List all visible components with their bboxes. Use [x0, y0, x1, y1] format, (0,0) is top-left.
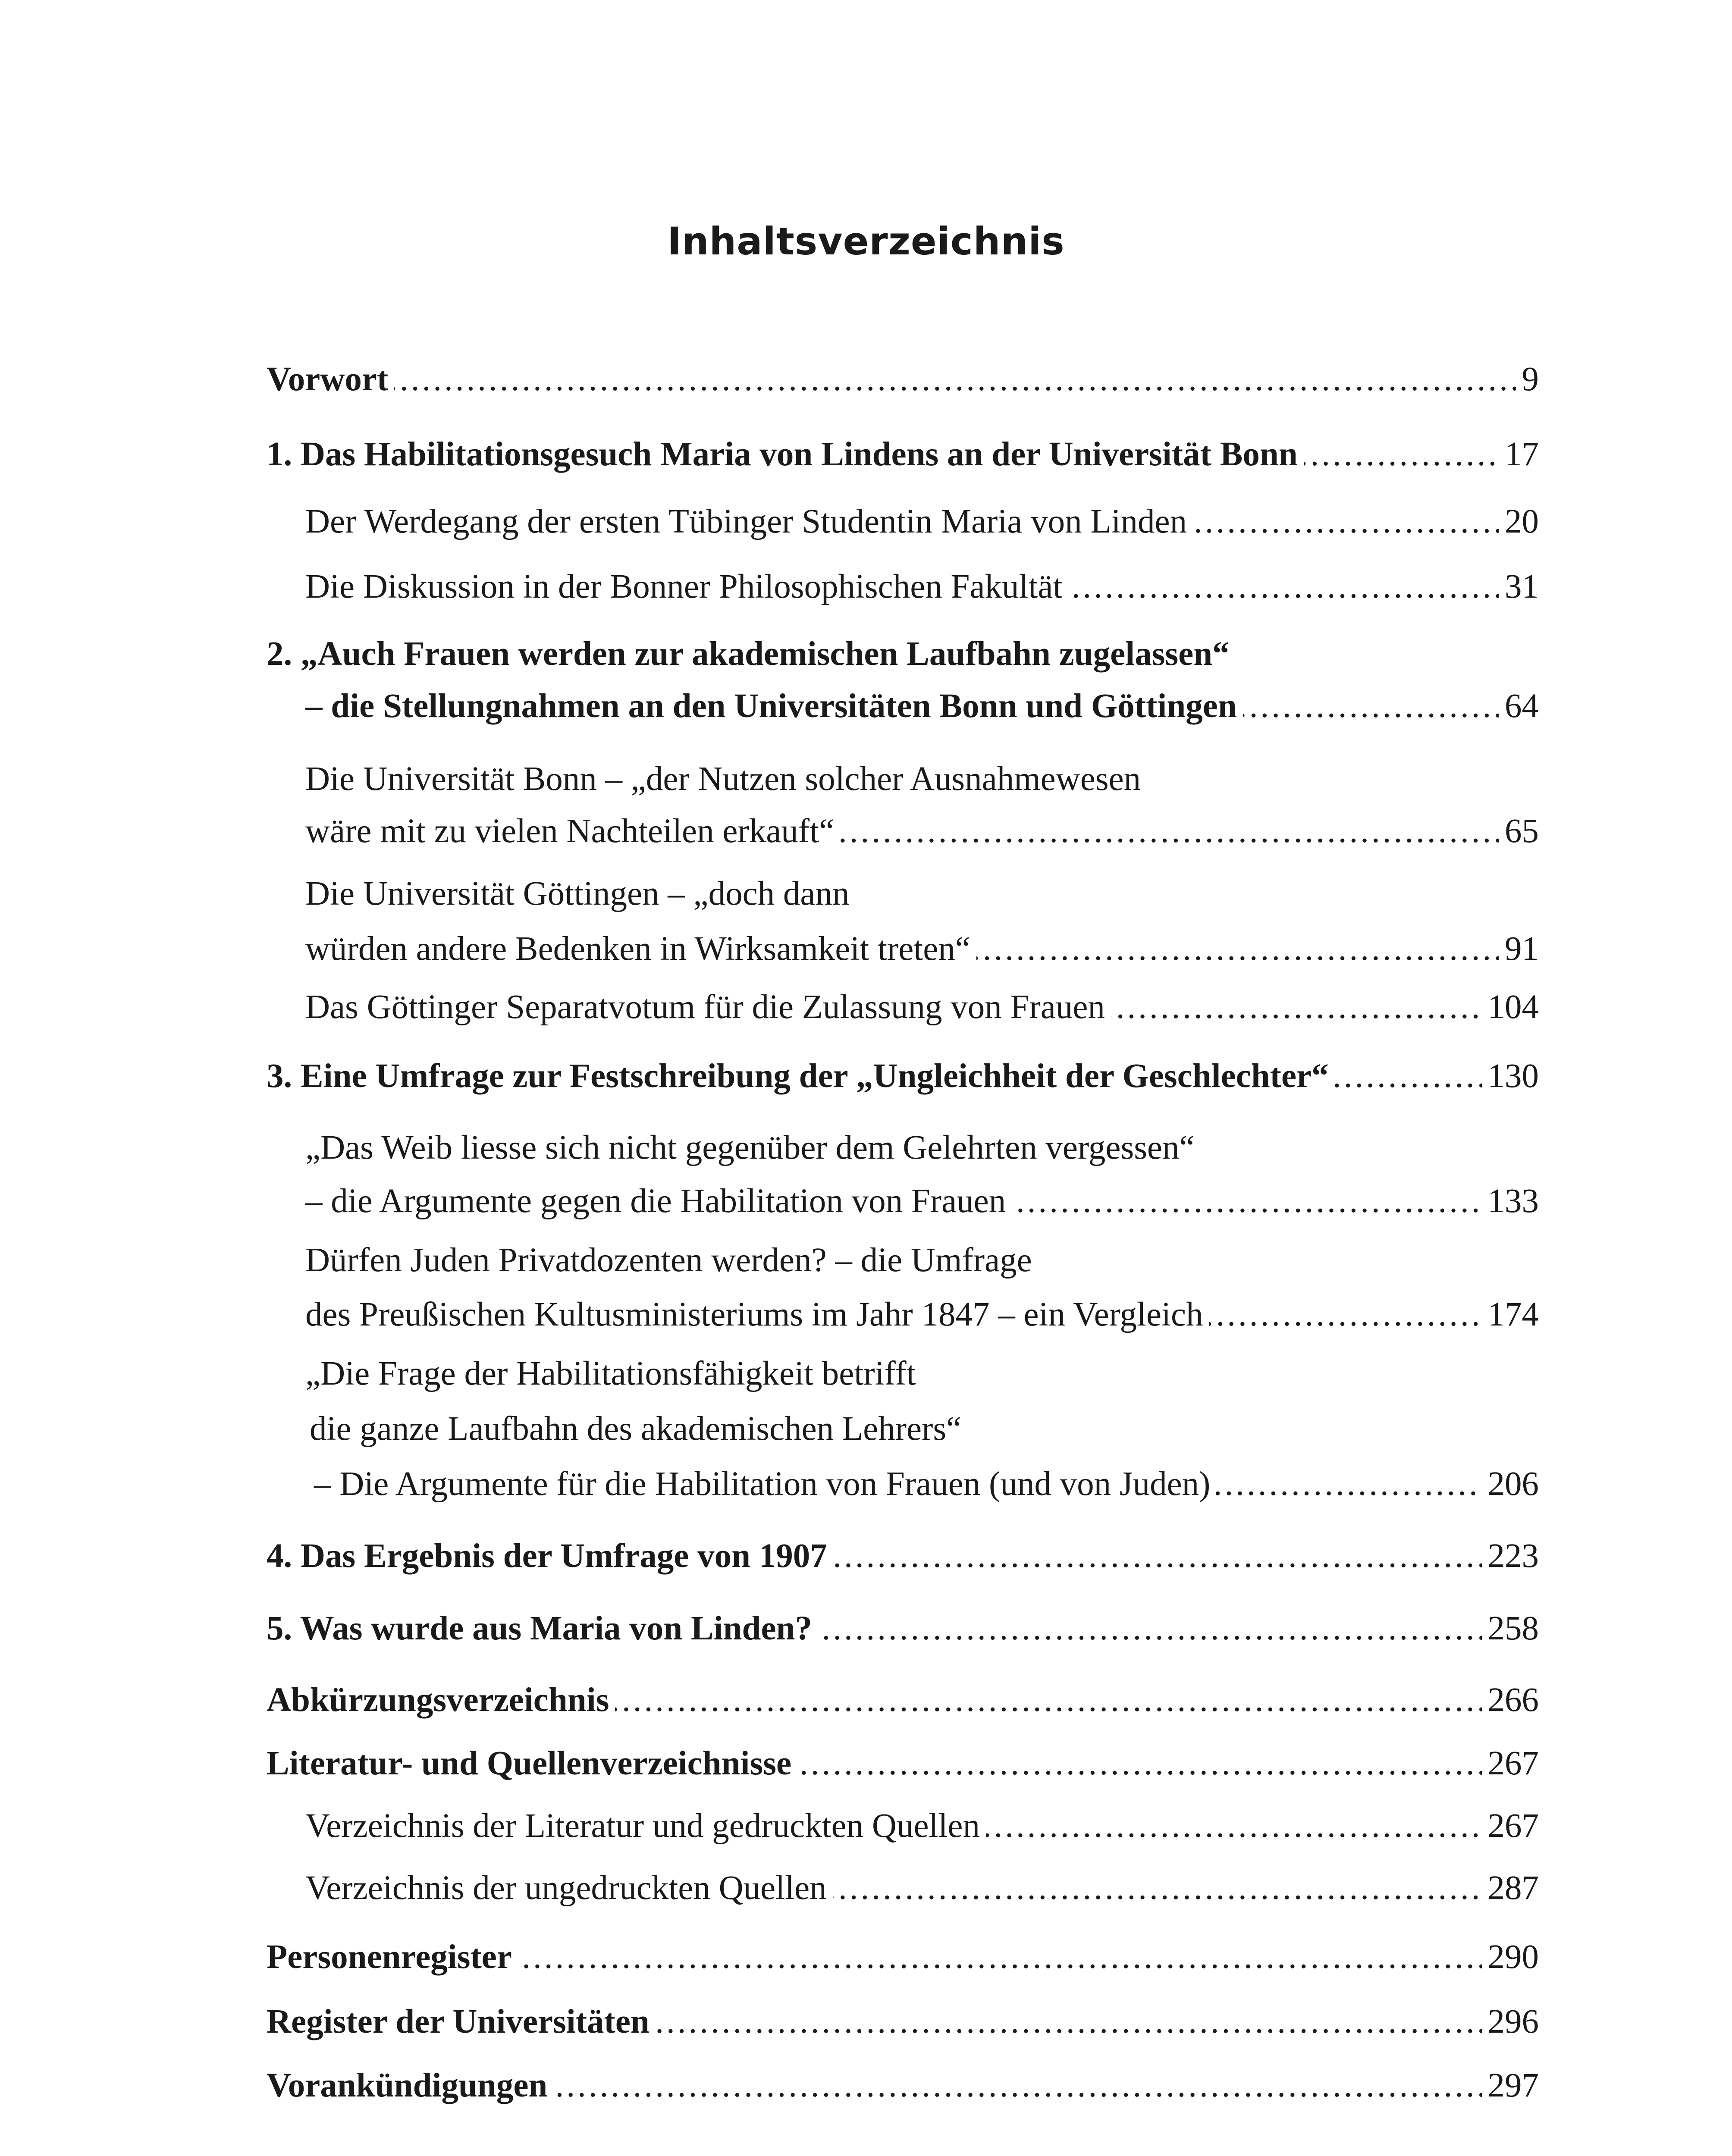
toc-entry-title: wäre mit zu vielen Nachteilen erkauft“ [305, 808, 840, 855]
toc-entry-title: „Die Frage der Habilitationsfähigkeit betrifft [305, 1355, 916, 1392]
toc-entry-title: – die Argumente gegen die Habilitation von Frauen [305, 1178, 1012, 1225]
dot-leader [267, 356, 1539, 403]
toc-page-number: 258 [1482, 1605, 1539, 1652]
toc-entry-section-line-3[interactable] [314, 1460, 1539, 1508]
toc-entry-title: – die Stellungnahmen an den Universitäten Bonn und Göttingen [305, 683, 1243, 730]
toc-entry-section-line-2[interactable] [305, 808, 1539, 855]
toc-entry-title: – Die Argumente für die Habilitation von Frauen (und von Juden) [314, 1460, 1216, 1508]
toc-entry-section[interactable] [305, 1802, 1539, 1850]
toc-entry-title: die ganze Laufbahn des akademischen Lehrers“ [310, 1410, 962, 1448]
toc-page-number: 91 [1499, 925, 1539, 973]
toc-entry-title: Die Diskussion in der Bonner Philosophischen Fakultät [305, 563, 1068, 611]
toc-entry-section-line-2[interactable] [305, 925, 1539, 973]
toc-entry-chapter-3[interactable] [267, 1053, 1539, 1100]
toc-page-number: 65 [1499, 808, 1539, 855]
toc-entry-chapter-2-line-1[interactable] [267, 630, 1539, 678]
toc-entry-vorwort[interactable] [267, 356, 1539, 403]
toc-entry-vorankuendigungen[interactable] [267, 2062, 1539, 2109]
toc-entry-title: Der Werdegang der ersten Tübinger Studentin Maria von Linden [305, 498, 1193, 545]
toc-entry-section[interactable] [305, 563, 1539, 611]
toc-entry-title: Vorwort [267, 356, 394, 403]
toc-entry-chapter-5[interactable] [267, 1605, 1539, 1652]
toc-page-number: 223 [1482, 1532, 1539, 1580]
toc-entry-title: Dürfen Juden Privatdozenten werden? – die Umfrage [305, 1241, 1032, 1279]
toc-entry-title: Personenregister [267, 1934, 518, 1981]
toc-page-number: 31 [1499, 563, 1539, 611]
toc-page-number: 64 [1499, 683, 1539, 730]
toc-entry-title: Register der Universitäten [267, 1998, 656, 2046]
toc-entry-title: Die Universität Göttingen – „doch dann [305, 875, 850, 912]
toc-entry-section-line-1[interactable] [305, 870, 1539, 918]
toc-page-number: 296 [1482, 1998, 1539, 2046]
toc-page-number: 290 [1482, 1934, 1539, 1981]
toc-page-number: 9 [1516, 356, 1539, 403]
toc-page-number: 297 [1482, 2062, 1539, 2109]
toc-entry-chapter-1[interactable] [267, 431, 1539, 478]
toc-entry-title: 2. „Auch Frauen werden zur akademischen Laufbahn zugelassen“ [267, 635, 1230, 673]
toc-entry-title: 4. Das Ergebnis der Umfrage von 1907 [267, 1532, 833, 1580]
toc-entry-section[interactable] [305, 1865, 1539, 1912]
toc-page-number: 266 [1482, 1677, 1539, 1724]
toc-entry-section[interactable] [305, 498, 1539, 545]
toc-page-number: 287 [1482, 1865, 1539, 1912]
toc-entry-title: 1. Das Habilitationsgesuch Maria von Lindens an der Universität Bonn [267, 431, 1304, 478]
toc-entry-section-line-1[interactable] [305, 755, 1539, 803]
toc-entry-section[interactable] [305, 984, 1539, 1031]
toc-page-number: 174 [1482, 1291, 1539, 1338]
toc-entry-title: des Preußischen Kultusministeriums im Jahr 1847 – ein Vergleich [305, 1291, 1209, 1338]
toc-entry-section-line-2[interactable] [305, 1291, 1539, 1338]
toc-entry-section-line-2[interactable] [305, 1178, 1539, 1225]
toc-entry-chapter-4[interactable] [267, 1532, 1539, 1580]
toc-entry-chapter-2-line-2[interactable] [305, 683, 1539, 730]
toc-page-number: 206 [1482, 1460, 1539, 1508]
toc-entry-personenregister[interactable] [267, 1934, 1539, 1981]
toc-entry-title: „Das Weib liesse sich nicht gegenüber dem Gelehrten vergessen“ [305, 1129, 1195, 1166]
toc-entry-title: 5. Was wurde aus Maria von Linden? [267, 1605, 818, 1652]
toc-entry-title: Die Universität Bonn – „der Nutzen solcher Ausnahmewesen [305, 760, 1141, 798]
toc-entry-abkuerzungen[interactable] [267, 1677, 1539, 1724]
toc-entry-title: Verzeichnis der ungedruckten Quellen [305, 1865, 833, 1912]
toc-entry-section-line-1[interactable] [305, 1124, 1539, 1172]
toc-entry-section-line-1[interactable] [305, 1237, 1539, 1284]
toc-entry-title: Abkürzungsverzeichnis [267, 1677, 615, 1724]
toc-page-number: 104 [1482, 984, 1539, 1031]
table-of-contents [267, 0, 1539, 2156]
toc-page-number: 17 [1499, 431, 1539, 478]
toc-entry-title: Verzeichnis der Literatur und gedruckten Quellen [305, 1802, 986, 1850]
toc-entry-title: Vorankündigungen [267, 2062, 553, 2109]
toc-entry-title: Literatur- und Quellenverzeichnisse [267, 1740, 797, 1787]
toc-entry-title: Das Göttinger Separatvotum für die Zulassung von Frauen [305, 984, 1111, 1031]
toc-page-number: 267 [1482, 1740, 1539, 1787]
toc-entry-literatur[interactable] [267, 1740, 1539, 1787]
toc-page-number: 130 [1482, 1053, 1539, 1100]
toc-entry-title: 3. Eine Umfrage zur Festschreibung der „Ungleichheit der Geschlechter“ [267, 1053, 1335, 1100]
toc-entry-register-universitaeten[interactable] [267, 1998, 1539, 2046]
toc-entry-section-line-1[interactable] [305, 1350, 1539, 1398]
toc-entry-title: würden andere Bedenken in Wirksamkeit treten“ [305, 925, 976, 973]
toc-entry-section-line-2[interactable] [310, 1405, 1539, 1453]
toc-page-number: 267 [1482, 1802, 1539, 1850]
toc-page-number: 20 [1499, 498, 1539, 545]
page-title: Inhaltsverzeichnis [667, 219, 1065, 263]
toc-page-number: 133 [1482, 1178, 1539, 1225]
